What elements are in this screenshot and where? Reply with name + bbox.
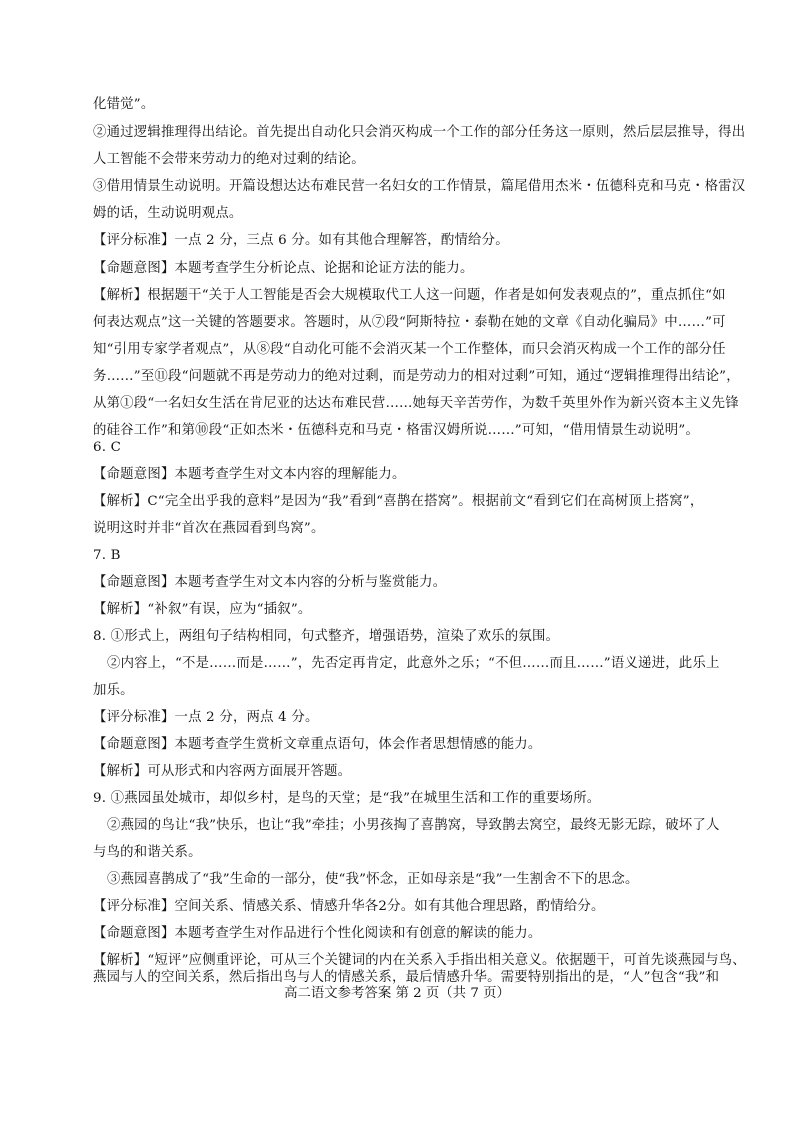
scoring-standard: 【评分标准】一点 2 分，两点 4 分。 bbox=[93, 710, 319, 725]
page-footer: 高二语文参考答案 第 2 页（共 7 页） bbox=[284, 986, 510, 1001]
text-line: 与鸟的和谐关系。 bbox=[93, 845, 202, 860]
answer-8: 8. ①形式上，两组句子结构相同，句式整齐，增强语势，渲染了欢乐的氛围。 bbox=[93, 629, 560, 644]
text-line: 化错觉”。 bbox=[93, 97, 155, 112]
question-intent: 【命题意图】本题考查学生对文本内容的分析与鉴赏能力。 bbox=[93, 575, 447, 590]
text-line: ②内容上，“不是……而是……”，先否定再肯定，此意外之乐；“不但……而且……”语义递进，此乐上 bbox=[107, 656, 720, 671]
analysis-line: 从第①段“一名妇女生活在肯尼亚的达达布难民营……她每天辛苦劳作，为数千英里外作为新兴资本主义先锋 bbox=[93, 396, 739, 411]
answer-7: 7. B bbox=[93, 548, 121, 563]
text-line: ②燕园的鸟让“我”快乐，也让“我”牵挂；小男孩掏了喜鹊窝，导致鹊去窝空，最终无影无踪，破坏了人 bbox=[107, 818, 720, 833]
analysis-line: 燕园与人的空间关系，然后指出鸟与人的情感关系，最后情感升华。需要特别指出的是，“人”包含“我”和 bbox=[93, 970, 720, 985]
analysis-line: 说明这时并非“首次在燕园看到鸟窝”。 bbox=[93, 521, 325, 536]
question-intent: 【命题意图】本题考查学生赏析文章重点语句，体会作者思想情感的能力。 bbox=[93, 737, 542, 752]
text-line: ②通过逻辑推理得出结论。首先提出自动化只会消灭构成一个工作的部分任务这一原则，然后层层推导，得出 bbox=[93, 125, 746, 140]
answer-6: 6. C bbox=[93, 440, 122, 455]
analysis-line: 【解析】“短评”应侧重评论，可从三个关键词的内在关系入手指出相关意义。依据题干，可首先谈燕园与鸟、 bbox=[93, 953, 746, 968]
question-intent: 【命题意图】本题考查学生对作品进行个性化阅读和有创意的解读的能力。 bbox=[93, 926, 542, 941]
scoring-standard: 【评分标准】一点 2 分，三点 6 分。如有其他合理解答，酌情给分。 bbox=[93, 233, 509, 248]
analysis-line: 【解析】C“完全出乎我的意料”是因为“我”看到“喜鹊在搭窝”。根据前文“看到它们在高树顶上搭窝”， bbox=[93, 494, 704, 509]
scoring-standard: 【评分标准】空间关系、情感关系、情感升华各2分。如有其他合理思路，酌情给分。 bbox=[93, 899, 605, 914]
text-line: ③燕园喜鹊成了“我”生命的一部分，使“我”怀念，正如母亲是“我”一生割舍不下的思念。 bbox=[107, 872, 639, 887]
analysis-line: 【解析】可从形式和内容两方面展开答题。 bbox=[93, 764, 352, 779]
analysis-line: 何表达观点”这一关键的答题要求。答题时，从⑦段“阿斯特拉・泰勒在她的文章《自动化骗局》中……”可 bbox=[93, 315, 726, 330]
analysis-line: 知“引用专家学者观点”，从⑧段“自动化可能不会消灭某一个工作整体，而只会消灭构成一个工作的部分任 bbox=[93, 342, 726, 357]
question-intent: 【命题意图】本题考查学生对文本内容的理解能力。 bbox=[93, 467, 406, 482]
analysis-line: 【解析】根据题干“关于人工智能是否会大规模取代工人这一问题，作者是如何发表观点的”，重点抓住“如 bbox=[93, 288, 726, 303]
analysis-line: 务……”至⑪段“问题就不再是劳动力的绝对过剩，而是劳动力的相对过剩”可知，通过“逻辑推理得出结论”， bbox=[93, 369, 740, 384]
text-line: 加乐。 bbox=[93, 683, 134, 698]
analysis-line: 的硅谷工作”和第⑩段“正如杰米・伍德科克和马克・格雷汉姆所说……”可知，“借用情景生动说明”。 bbox=[93, 423, 700, 438]
text-line: 人工智能不会带来劳动力的绝对过剩的结论。 bbox=[93, 152, 365, 167]
answer-9: 9. ①燕园虽处城市，却似乡村，是鸟的天堂；是“我”在城里生活和工作的重要场所。 bbox=[93, 791, 601, 806]
text-line: 姆的话，生动说明观点。 bbox=[93, 206, 243, 221]
question-intent: 【命题意图】本题考查学生分析论点、论据和论证方法的能力。 bbox=[93, 261, 474, 276]
analysis-line: 【解析】“补叙”有误，应为“插叙”。 bbox=[93, 602, 312, 617]
text-line: ③借用情景生动说明。开篇设想达达布难民营一名妇女的工作情景，篇尾借用杰米・伍德科克和马克・格雷汉 bbox=[93, 179, 746, 194]
